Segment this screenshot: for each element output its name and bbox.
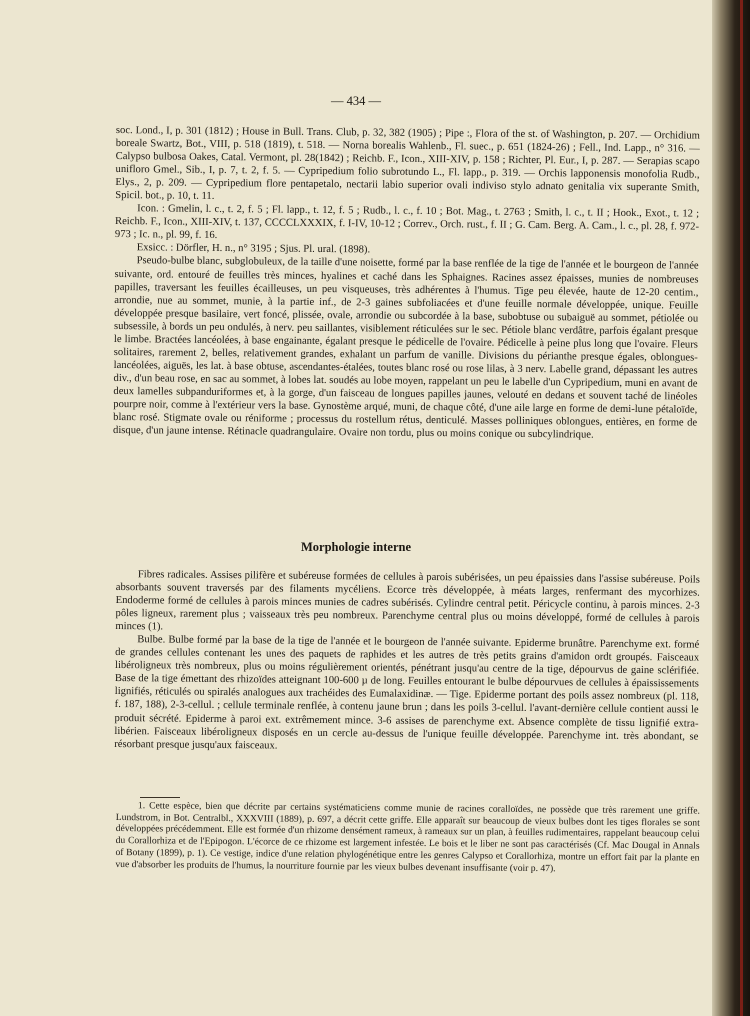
exsiccata-paragraph: Exsicc. : Dörfler, H. n., n° 3195 ; Sjus. Pl. ural. (1898). [136,242,371,256]
footnote-rule [140,797,180,798]
binding-edge [740,0,743,1016]
roots-paragraph: Fibres radicales. Assises pilifère et subéreuse formées de cellules à parois subérisées, un peu épaissies dans l'assise subéreuse. Poils absorbants souvent traversés par des filaments mycéliens. Ecorce très développée, à méats larges, renfermant des mycorhizes. Endoderme formé de cellules à parois minces munies de cadres subérisés. Cylindre central petit. Péricycle continu, à parois minces. 2-3 pôles ligneux, rarement plus ; vaisseaux très peu nombreux. Parenchyme central plus ou moins développé, formé de cellules à parois minces (1). [115,569,700,633]
footnote [115,800,700,876]
internal-morphology-text [114,568,700,756]
footnote-text: 1. Cette espèce, bien que décrite par certains systématiciens comme munie de racines coralloïdes, ne possède que très rarement une griffe. Lundstrom, in Bot. Centralbl., XXXVIII (1889), p. 697, a décrit cette griffe. Elle apparaît sur beaucoup de vieux bulbes dont les tiges florales se sont développées précédemment. Elle est formée d'un rhizome densément rameux, à rameaux sur un plan, à feuilles rudimentaires, rappelant beaucoup celui du Corallorhiza et de l'Epipogon. L'écorce de ce rhizome est largement infestée. Le bois et le liber ne sont pas caractérisés (Cf. Mac Dougal in Annals of Botany (1899), p. 1). Ce vestige, indice d'une relation phylogénétique entre les genres Calypso et Corallorhiza, montre un effort fait par la plante en vue d'absorber les produits de l'humus, la nourriture fournie par les vieux bulbes devenant insuffisante (voir p. 47). [115,800,700,874]
page-number: — 434 — [331,94,381,108]
bulb-paragraph: Bulbe. Bulbe formé par la base de la tige de l'année et le bourgeon de l'année suivante. Epiderme brunâtre. Parenchyme ext. formé de grandes cellules contenant les unes des paquets de raphides et les autres de très petits grains d'amidon ordt groupés. Faisceaux libéroligneux très nombreux, plus ou moins régulièrement orientés, pénétrant jusqu'au centre de la tige, dépourvus de gaine sclérifiée. Base de la tige émettant des rhizoïdes atteignant 100-600 µ de long. Feuilles entourant le bulbe dépourvues de cellules à épaississements lignifiés, réticulés ou spiralés analogues aux trachéides des Eumalaxidinæ. — Tige. Epiderme portant des poils assez nombreux (pl. 118, f. 187, 188), 2-3-cellul. ; cellule terminale renflée, à contenu jaune brun ; dans les poils 3-cellul. l'avant-dernière cellule contient aussi le produit sécrété. Epiderme à paroi ext. extrêmement mince. 3-6 assises de parenchyme ext. Absence complète de tissu lignifié extra-libérien. Faisceaux libéroligneux disposés en un cercle au-dessus de l'unique feuille développée. Parenchyme int. très abondant, se résorbant presque jusqu'aux faisceaux. [114,634,700,752]
book-gutter [712,0,750,1016]
section-heading: Morphologie interne [300,540,412,554]
icon-references-paragraph: Icon. : Gmelin, l. c., t. 2, f. 5 ; Fl. lapp., t. 12, f. 5 ; Rudb., l. c., f. 10 ; Bot. Mag., t. 2763 ; Smith, l. c., t. II ; Hook., Exot., t. 12 ; Reichb. F., Icon., XIII-XIV, t. 137, CCCCLXXXIX, f. I-IV, 10-12 ; Correv., Orch. rust., f. II ; G. Cam. Berg. A. Cam., l. c., pl. 28, f. 972-973 ; Ic. n., pl. 99, f. 16. [114,203,700,242]
description-paragraph: Pseudo-bulbe blanc, subglobuleux, de la taille d'une noisette, formé par la base renflée de la tige de l'année et le bourgeon de l'année suivante, ord. entouré de feuilles très minces, hyalines et caché dans les Sphaignes. Racines assez épaisses, munies de nombreuses papilles, traversant les feuilles écailleuses, un peu visqueuses, très adhérentes à l'humus. Tige peu élevée, haute de 12-20 centim., arrondie, nue au sommet, munie, à la partie inf., de 2-3 gaines subfoliacées et d'une feuille normale développée, unique. Feuille développée presque basilaire, vert foncé, plissée, ovale, arrondie ou subcordée à la base, subobtuse ou subaiguë au sommet, pétiolée ou subsessile, à bords un peu ondulés, à nerv. peu saillantes, visiblement réticulées sur le sec. Pétiole blanc verdâtre, parfois égalant presque le limbe. Bractées lancéolées, à base engainante, égalant presque le pédicelle de l'ovaire. Pédicelle à peine plus long que l'ovaire. Fleurs solitaires, rarement 2, belles, relativement grandes, exhalant un parfum de vanille. Divisions du périanthe presque égales, oblongues-lancéolées, aiguës, les lat. à base obtuse, ascendantes-étalées, toutes blanc rosé ou rose lilas, à 3 nerv. Labelle grand, dépassant les autres div., d'un beau rose, en sac au sommet, à lobes lat. soudés au lobe moyen, rappelant un peu le labelle d'un Cypripedium, muni en avant de deux lamelles subpanduriformes et, à la gorge, d'un faisceau de longues papilles jaunes, velouté en dedans et souvent taché de linéoles pourpre noir, comme à l'extérieur vers la base. Gynostème arqué, muni, de chaque côté, d'une aile large en forme de demi-lune pétaloïde, blanc rosé. Stigmate ovale ou réniforme ; processus du rostellum rétus, denticulé. Masses polliniques oblongues, entières, en forme de disque, d'un jaune intense. Rétinacle quadrangulaire. Ovaire non tordu, plus ou moins conique ou subcylindrique. [113,255,699,441]
main-text [113,124,700,443]
synonymy-paragraph: soc. Lond., I, p. 301 (1812) ; House in Bull. Trans. Club, p. 32, 382 (1905) ; Pipe :, Flora of the st. of Washington, p. 207. — Orchidium boreale Swartz, Bot., VIII, p. 518 (1819), t. 518. — Norna borealis Wahlenb., Fl. suec., p. 651 (1824-26) ; Fell., Ind. Lapp., n° 316. — Calypso bulbosa Oakes, Catal. Vermont, pl. 28(1842) ; Reichb. F., Icon., XIII-XIV, p. 158 ; Richter, Pl. Eur., I, p. 287. — Serapias scapo unifloro Gmel., Sib., I, p. 7, t. 2, f. 5. — Cypripedium folio subrotundo L., Fl. lapp., p. 319. — Orchis lapponensis monofolia Rudb., Elys., 2, p. 209. — Cypripedium flore pentapetalo, nectarii labio superior ovali indiviso stylo adnato genitalia vix superante Smith, Spicil. bot., p. 10, t. 11. [115,124,700,203]
